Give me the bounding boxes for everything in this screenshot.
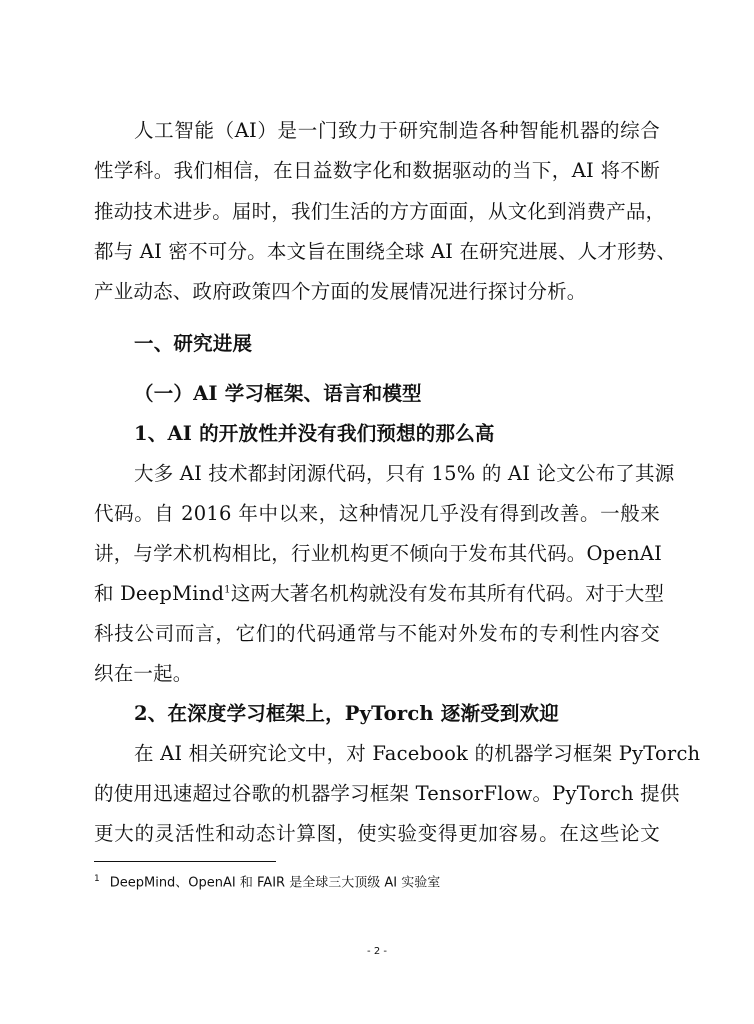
footnote-mark: 1 [94, 874, 100, 884]
footnote [94, 870, 440, 892]
footnote-ref[interactable]: 1 [224, 584, 231, 596]
subsection-heading: （一）AI 学习框架、语言和模型 [134, 382, 422, 405]
intro-line-5: 产业动态、政府政策四个方面的发展情况进行探讨分析。 [94, 280, 587, 303]
point1-line-2: 代码。自 2016 年中以来，这种情况几乎没有得到改善。一般来 [94, 502, 660, 525]
point1-heading: 1、AI 的开放性并没有我们预想的那么高 [134, 422, 495, 445]
intro-line-2: 性学科。我们相信，在日益数字化和数据驱动的当下，AI 将不断 [94, 159, 660, 182]
point2-heading: 2、在深度学习框架上，PyTorch 逐渐受到欢迎 [134, 702, 559, 725]
point1-line-3: 讲，与学术机构相比，行业机构更不倾向于发布其代码。OpenAI [94, 542, 663, 565]
footnote-text: DeepMind、OpenAI 和 FAIR 是全球三大顶级 AI 实验室 [109, 875, 441, 891]
intro-line-4: 都与 AI 密不可分。本文旨在围绕全球 AI 在研究进展、人才形势、 [94, 240, 677, 263]
section-heading: 一、研究进展 [134, 332, 253, 355]
point1-line-6: 织在一起。 [94, 662, 193, 685]
point1-line-4-start: 和 DeepMind [94, 582, 225, 605]
point1-line-1: 大多 AI 技术都封闭源代码，只有 15% 的 AI 论文公布了其源 [134, 462, 675, 485]
page-number: - 2 - [367, 946, 387, 957]
point1-line-5: 科技公司而言，它们的代码通常与不能对外发布的专利性内容交 [94, 622, 660, 645]
point2-line-3: 更大的灵活性和动态计算图，使实验变得更加容易。在这些论文 [94, 822, 660, 845]
point2-line-2: 的使用迅速超过谷歌的机器学习框架 TensorFlow。PyTorch 提供 [94, 782, 680, 805]
footnote-divider [94, 861, 276, 862]
intro-line-3: 推动技术进步。届时，我们生活的方方面面，从文化到消费产品， [94, 200, 666, 223]
point1-line-4 [94, 581, 665, 607]
point1-line-4-end: 这两大著名机构就没有发布其所有代码。对于大型 [230, 582, 665, 605]
point2-line-1: 在 AI 相关研究论文中，对 Facebook 的机器学习框架 PyTorch [134, 742, 701, 765]
intro-line-1: 人工智能（AI）是一门致力于研究制造各种智能机器的综合 [134, 119, 660, 142]
